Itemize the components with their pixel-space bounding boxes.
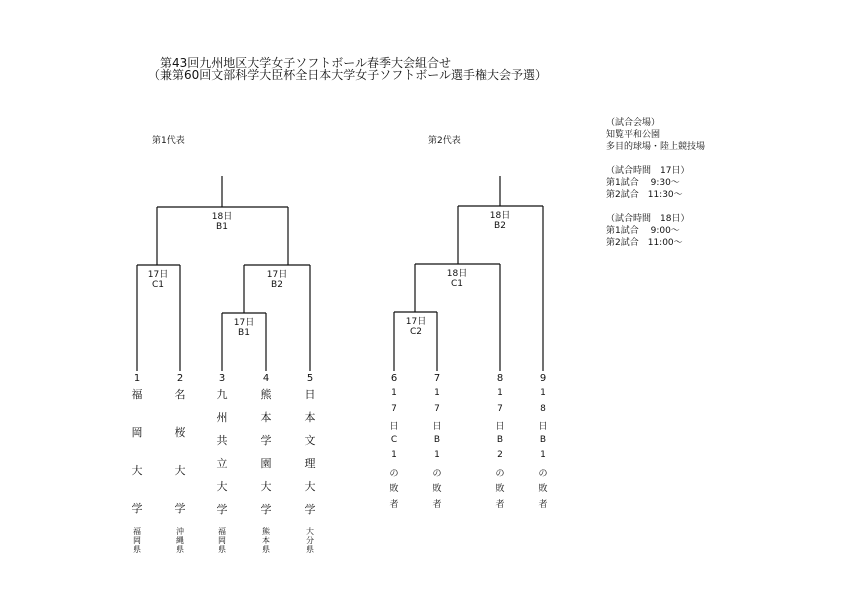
b1-team-prefecture: 大 分 県 — [306, 527, 314, 554]
b1-team-seed: 2 — [176, 373, 184, 384]
page-title: 第43回九州地区大学女子ソフトボール春季大会組合せ — [160, 56, 452, 70]
b1-semi-left-day: 17日 — [147, 270, 169, 280]
b1-team-seed: 1 — [133, 373, 141, 384]
b1-team-seed: 3 — [218, 373, 226, 384]
b1-first-round-day: 17日 — [233, 318, 255, 328]
b2-slot-seed: 6 — [390, 373, 398, 384]
b1-team-prefecture: 福 岡 県 — [218, 527, 226, 554]
info-panel — [606, 117, 705, 249]
b2-slot-seed: 8 — [496, 373, 504, 384]
b1-first-round-code: B1 — [238, 328, 250, 338]
b1-team-seed: 4 — [262, 373, 270, 384]
day18-label: （試合時間 18日） — [606, 214, 690, 224]
b1-semi-left-code: C1 — [151, 280, 164, 290]
b1-final-code: B1 — [216, 222, 228, 232]
b1-team-prefecture: 熊 本 県 — [262, 527, 270, 554]
b2-slot-seed: 9 — [539, 373, 547, 384]
day18-game2: 第2試合 11:00〜 — [606, 238, 683, 248]
b2-first-round-node — [396, 317, 436, 337]
b2-final-node — [480, 211, 520, 231]
b1-team-prefecture: 福 岡 県 — [133, 527, 141, 554]
b2-semi-code: C1 — [450, 279, 463, 289]
venue-line2: 多目的球場・陸上競技場 — [606, 142, 706, 152]
b1-semi-right-day: 17日 — [266, 270, 288, 280]
b1-semi-right-code: B2 — [271, 280, 283, 290]
day18-game1: 第1試合 9:00〜 — [606, 226, 680, 236]
day17-game1: 第1試合 9:30〜 — [606, 178, 680, 188]
b2-first-round-code: C2 — [409, 327, 422, 337]
b1-semi-right-node — [257, 270, 297, 290]
b2-first-round-day: 17日 — [405, 317, 427, 327]
b1-team-seed: 5 — [306, 373, 314, 384]
day17-label: （試合時間 17日） — [606, 166, 690, 176]
b2-final-day: 18日 — [489, 211, 511, 221]
b2-semi-day: 18日 — [446, 269, 468, 279]
venue-label: （試合会場） — [606, 118, 661, 128]
b1-semi-left-node — [138, 270, 178, 290]
page-subtitle: （兼第60回文部科学大臣杯全日本大学女子ソフトボール選手権大会予選） — [148, 68, 548, 82]
b1-team-prefecture: 沖 縄 県 — [176, 527, 184, 554]
day17-game2: 第2試合 11:30〜 — [606, 190, 683, 200]
venue-line1: 知覧平和公園 — [606, 130, 661, 140]
b1-first-round-node — [224, 318, 264, 338]
b1-final-day: 18日 — [211, 212, 233, 222]
b2-final-code: B2 — [494, 221, 506, 231]
b2-semi-node — [437, 269, 477, 289]
b2-slot-seed: 7 — [433, 373, 441, 384]
bracket2-label: 第2代表 — [428, 136, 461, 146]
bracket1-label: 第1代表 — [152, 136, 185, 146]
b1-final-node — [202, 212, 242, 232]
